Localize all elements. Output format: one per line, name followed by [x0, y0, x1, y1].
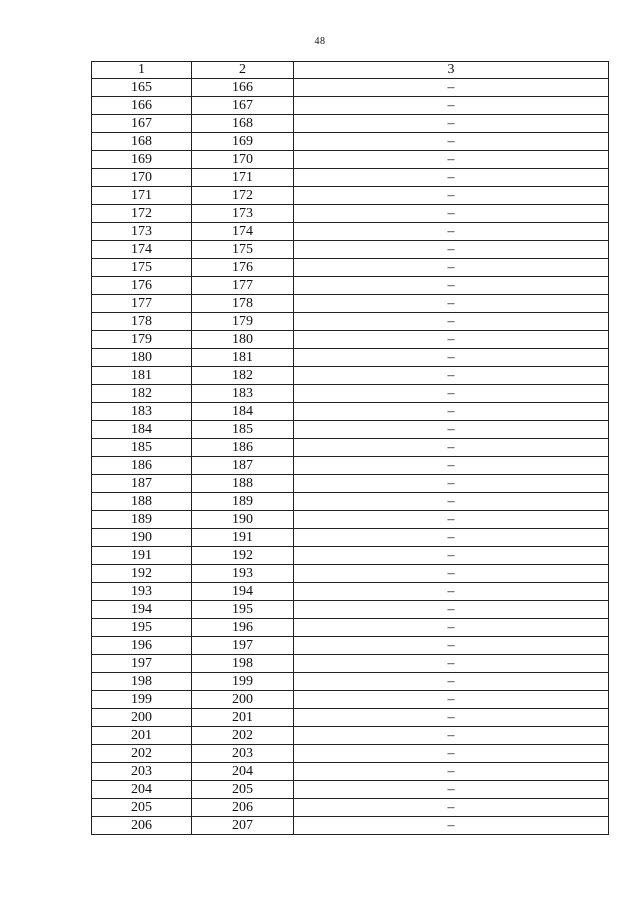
table-cell-col-2: 207 [192, 817, 294, 835]
table-row [92, 421, 609, 439]
table-cell-col-3: – [294, 421, 609, 439]
table-cell-col-1: 199 [92, 691, 192, 709]
table-cell-col-2: 175 [192, 241, 294, 259]
table-row [92, 619, 609, 637]
table-cell-col-3: – [294, 133, 609, 151]
table-cell-col-2: 173 [192, 205, 294, 223]
table-cell-col-2: 206 [192, 799, 294, 817]
table-row [92, 781, 609, 799]
table-cell-col-2: 167 [192, 97, 294, 115]
table-cell-col-2: 172 [192, 187, 294, 205]
table-cell-col-3: – [294, 331, 609, 349]
table-cell-col-2: 185 [192, 421, 294, 439]
table-cell-col-3: – [294, 511, 609, 529]
table-cell-col-3: – [294, 583, 609, 601]
table-cell-col-3: – [294, 565, 609, 583]
table-cell-col-2: 177 [192, 277, 294, 295]
table-row [92, 745, 609, 763]
table-cell-col-1: 175 [92, 259, 192, 277]
data-table [91, 61, 609, 835]
table-row [92, 277, 609, 295]
table-cell-col-1: 181 [92, 367, 192, 385]
table-cell-col-2: 197 [192, 637, 294, 655]
table-row [92, 169, 609, 187]
table-cell-col-3: – [294, 781, 609, 799]
table-cell-col-2: 179 [192, 313, 294, 331]
table-cell-col-1: 192 [92, 565, 192, 583]
table-row [92, 133, 609, 151]
table-cell-col-3: – [294, 439, 609, 457]
table-cell-col-3: – [294, 385, 609, 403]
table-cell-col-3: – [294, 691, 609, 709]
table-cell-col-2: 196 [192, 619, 294, 637]
table-cell-col-2: 195 [192, 601, 294, 619]
table-cell-col-1: 182 [92, 385, 192, 403]
table-row [92, 439, 609, 457]
table-cell-col-3: – [294, 817, 609, 835]
table-cell-col-1: 177 [92, 295, 192, 313]
table-cell-col-3: – [294, 205, 609, 223]
table-cell-col-3: – [294, 655, 609, 673]
table-cell-col-1: 201 [92, 727, 192, 745]
table-row [92, 223, 609, 241]
table-cell-col-2: 192 [192, 547, 294, 565]
table-cell-col-2: 202 [192, 727, 294, 745]
table-cell-col-1: 185 [92, 439, 192, 457]
table-row [92, 475, 609, 493]
table-row [92, 493, 609, 511]
table-cell-col-3: – [294, 349, 609, 367]
table-cell-col-2: 193 [192, 565, 294, 583]
table-cell-col-3: – [294, 745, 609, 763]
table-cell-col-2: 194 [192, 583, 294, 601]
table-cell-col-2: 186 [192, 439, 294, 457]
table-cell-col-1: 172 [92, 205, 192, 223]
table-cell-col-1: 198 [92, 673, 192, 691]
table-cell-col-3: – [294, 547, 609, 565]
table-cell-col-2: 181 [192, 349, 294, 367]
table-cell-col-3: – [294, 493, 609, 511]
table-cell-col-3: – [294, 277, 609, 295]
table-cell-col-2: 180 [192, 331, 294, 349]
table-row [92, 673, 609, 691]
table-row [92, 259, 609, 277]
table-cell-col-1: 196 [92, 637, 192, 655]
table-cell-col-1: 184 [92, 421, 192, 439]
table-cell-col-2: 174 [192, 223, 294, 241]
table-cell-col-3: – [294, 223, 609, 241]
table-cell-col-2: 168 [192, 115, 294, 133]
table-row [92, 583, 609, 601]
table-cell-col-2: 170 [192, 151, 294, 169]
table-cell-col-3: – [294, 709, 609, 727]
table-cell-col-3: – [294, 457, 609, 475]
table-cell-col-2: 182 [192, 367, 294, 385]
table-cell-col-1: 200 [92, 709, 192, 727]
table-cell-col-1: 173 [92, 223, 192, 241]
table-row [92, 241, 609, 259]
table-cell-col-2: 205 [192, 781, 294, 799]
table-row [92, 709, 609, 727]
table-cell-col-1: 206 [92, 817, 192, 835]
table-cell-col-2: 191 [192, 529, 294, 547]
table-cell-col-1: 165 [92, 79, 192, 97]
table-cell-col-3: – [294, 637, 609, 655]
table-row [92, 367, 609, 385]
table-cell-col-1: 180 [92, 349, 192, 367]
table-row [92, 547, 609, 565]
table-cell-col-2: 204 [192, 763, 294, 781]
table-row [92, 799, 609, 817]
table-cell-col-2: 201 [192, 709, 294, 727]
table-row [92, 511, 609, 529]
table-cell-col-3: – [294, 259, 609, 277]
column-header-3: 3 [294, 62, 609, 79]
table-cell-col-1: 168 [92, 133, 192, 151]
table-row [92, 529, 609, 547]
table-cell-col-2: 169 [192, 133, 294, 151]
table-row [92, 151, 609, 169]
table-cell-col-2: 188 [192, 475, 294, 493]
table-row [92, 313, 609, 331]
table-cell-col-3: – [294, 313, 609, 331]
table-row [92, 79, 609, 97]
table-cell-col-3: – [294, 241, 609, 259]
table-cell-col-1: 178 [92, 313, 192, 331]
table-row [92, 691, 609, 709]
table-cell-col-2: 189 [192, 493, 294, 511]
table-cell-col-3: – [294, 601, 609, 619]
table-row [92, 205, 609, 223]
table-cell-col-3: – [294, 295, 609, 313]
table-cell-col-3: – [294, 187, 609, 205]
table-cell-col-2: 178 [192, 295, 294, 313]
table-cell-col-1: 171 [92, 187, 192, 205]
column-header-1: 1 [92, 62, 192, 79]
table-cell-col-1: 188 [92, 493, 192, 511]
table-row [92, 655, 609, 673]
table-cell-col-1: 202 [92, 745, 192, 763]
table-cell-col-1: 187 [92, 475, 192, 493]
table-cell-col-2: 203 [192, 745, 294, 763]
table-row [92, 763, 609, 781]
table-cell-col-3: – [294, 151, 609, 169]
table-cell-col-2: 198 [192, 655, 294, 673]
table-cell-col-1: 166 [92, 97, 192, 115]
table-row [92, 349, 609, 367]
table-cell-col-1: 179 [92, 331, 192, 349]
page-number: 48 [314, 36, 326, 47]
table-row [92, 565, 609, 583]
table-header [92, 62, 609, 79]
table-row [92, 727, 609, 745]
table-cell-col-2: 187 [192, 457, 294, 475]
table-row [92, 601, 609, 619]
table-body [92, 79, 609, 835]
table-cell-col-3: – [294, 763, 609, 781]
table-cell-col-1: 194 [92, 601, 192, 619]
table-cell-col-1: 176 [92, 277, 192, 295]
table-cell-col-2: 171 [192, 169, 294, 187]
table-row [92, 403, 609, 421]
table-cell-col-3: – [294, 97, 609, 115]
table-row [92, 115, 609, 133]
table-cell-col-1: 169 [92, 151, 192, 169]
table-cell-col-3: – [294, 79, 609, 97]
table-cell-col-3: – [294, 673, 609, 691]
table-cell-col-2: 183 [192, 385, 294, 403]
table-row [92, 457, 609, 475]
table-cell-col-1: 204 [92, 781, 192, 799]
table-row [92, 637, 609, 655]
table-cell-col-1: 203 [92, 763, 192, 781]
table-row [92, 187, 609, 205]
table-cell-col-3: – [294, 619, 609, 637]
table-cell-col-3: – [294, 367, 609, 385]
table-cell-col-2: 184 [192, 403, 294, 421]
table-cell-col-1: 190 [92, 529, 192, 547]
table-cell-col-1: 197 [92, 655, 192, 673]
table-cell-col-3: – [294, 727, 609, 745]
table-cell-col-1: 186 [92, 457, 192, 475]
table-cell-col-1: 167 [92, 115, 192, 133]
table-cell-col-2: 190 [192, 511, 294, 529]
table-cell-col-3: – [294, 799, 609, 817]
table-cell-col-1: 170 [92, 169, 192, 187]
table-row [92, 817, 609, 835]
table-cell-col-3: – [294, 529, 609, 547]
table-cell-col-1: 174 [92, 241, 192, 259]
table-cell-col-3: – [294, 169, 609, 187]
table-cell-col-2: 176 [192, 259, 294, 277]
table-cell-col-2: 200 [192, 691, 294, 709]
table-cell-col-3: – [294, 475, 609, 493]
table-cell-col-1: 205 [92, 799, 192, 817]
table-header-row [92, 62, 609, 79]
table-cell-col-3: – [294, 115, 609, 133]
table-cell-col-1: 195 [92, 619, 192, 637]
table-cell-col-1: 183 [92, 403, 192, 421]
table-row [92, 385, 609, 403]
table-row [92, 295, 609, 313]
table-cell-col-2: 166 [192, 79, 294, 97]
table-cell-col-2: 199 [192, 673, 294, 691]
table-cell-col-1: 191 [92, 547, 192, 565]
table-row [92, 97, 609, 115]
column-header-2: 2 [192, 62, 294, 79]
table-row [92, 331, 609, 349]
table-cell-col-1: 189 [92, 511, 192, 529]
table-cell-col-1: 193 [92, 583, 192, 601]
table-cell-col-3: – [294, 403, 609, 421]
